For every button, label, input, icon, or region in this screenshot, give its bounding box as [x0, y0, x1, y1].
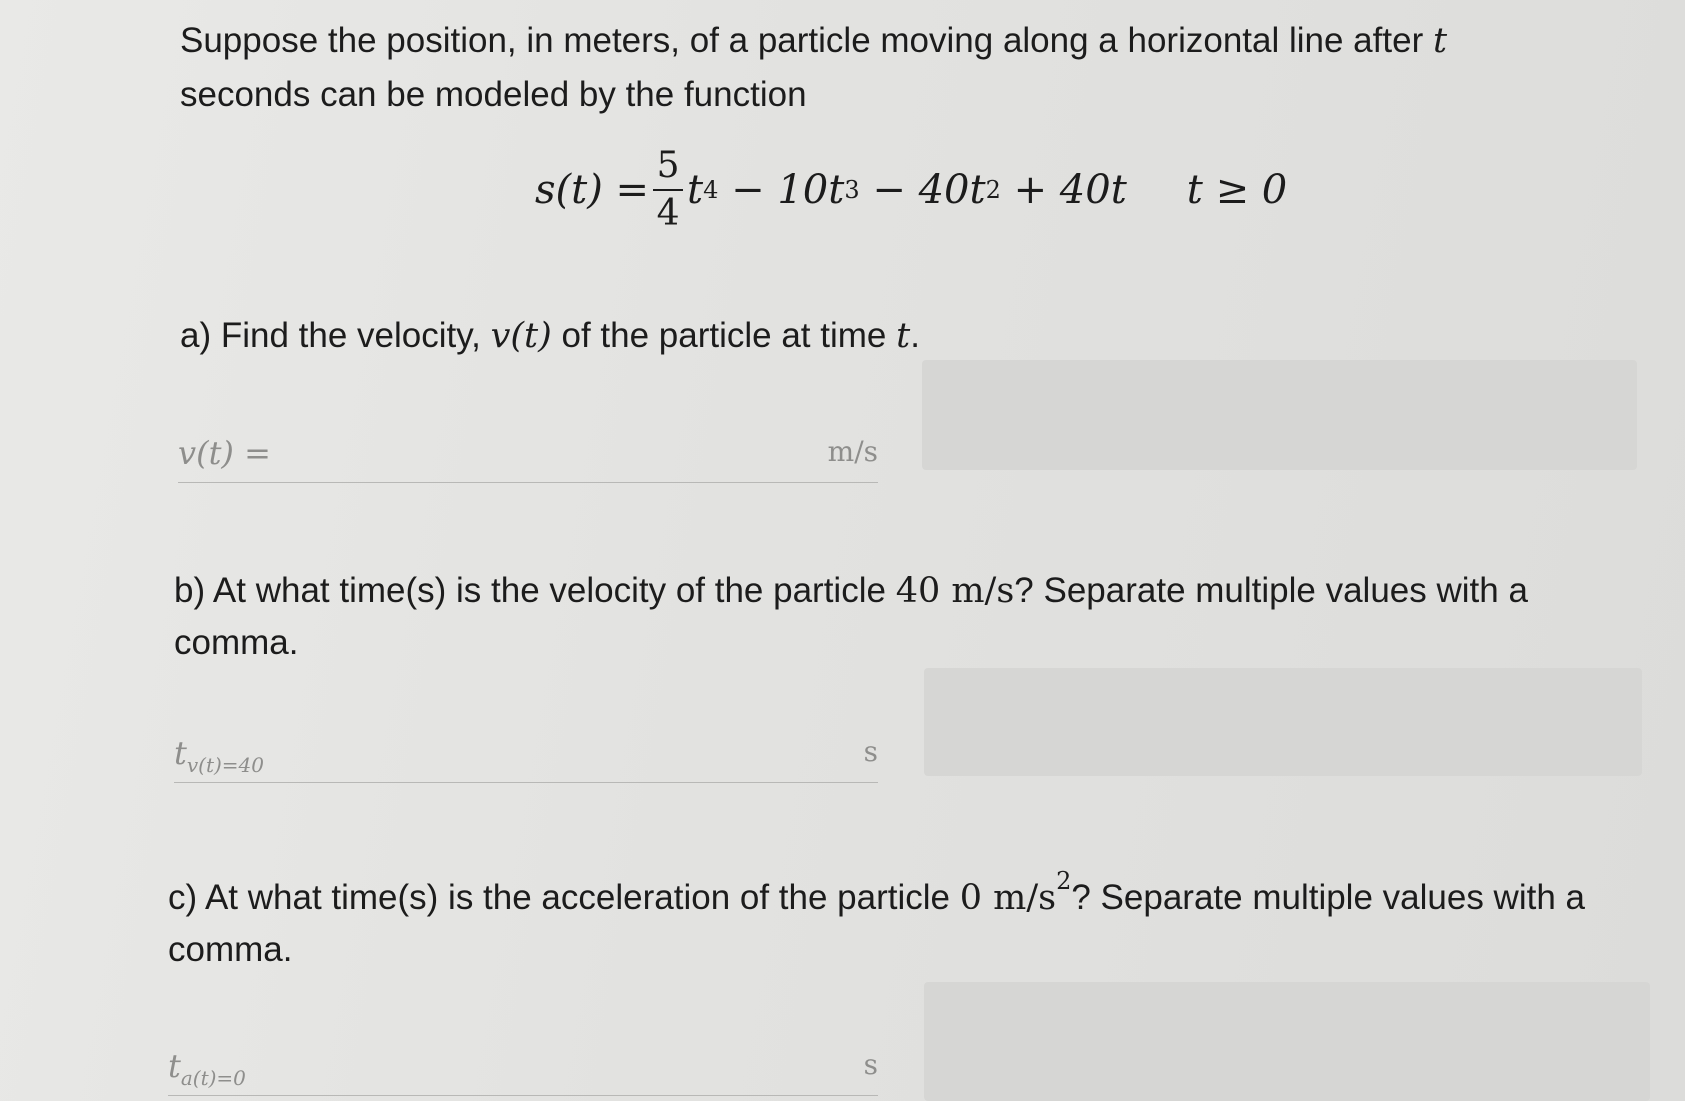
answer-b-label-subscript: v(t)=40: [186, 753, 265, 777]
term3-base: 40t: [918, 167, 986, 213]
equation-lhs: s(t) =: [535, 167, 650, 213]
velocity-answer-input[interactable]: [298, 428, 788, 478]
fraction-bar: [653, 189, 683, 191]
term2-base: 10t: [777, 167, 845, 213]
intro-line1: Suppose the position, in meters, of a particle moving along a horizontal line after: [180, 21, 1424, 60]
operator-1: −: [731, 167, 765, 213]
question-c-acceleration-exponent: 2: [1056, 867, 1072, 895]
fraction-numerator: 5: [656, 145, 680, 186]
intro-line2: seconds can be modeled by the function: [180, 75, 807, 114]
question-a-velocity-symbol: v(t): [490, 316, 552, 356]
question-c-acceleration-value: [959, 867, 1072, 918]
question-a-middle: of the particle at time: [561, 316, 887, 355]
feedback-box-c: [924, 982, 1650, 1101]
operator-3: +: [1013, 167, 1048, 213]
question-c-prefix: c) At what time(s) is the acceleration of the particle: [168, 878, 950, 917]
question-a-suffix: .: [910, 316, 920, 355]
question-b: [174, 565, 1634, 669]
equation-fraction: [653, 144, 683, 236]
answer-a-unit: m/s: [827, 435, 878, 468]
fraction-denominator: 4: [656, 193, 680, 234]
feedback-box-b: [924, 668, 1642, 776]
answer-row-c: [168, 1025, 878, 1096]
intro-variable-t: t: [1432, 21, 1448, 61]
question-a-time-symbol: t: [896, 316, 911, 356]
question-b-velocity-value: 40 m/s: [895, 571, 1015, 611]
position-function: s(t) = $\frac{5}{4}$ t 4 − 10t 3 − 40t 2 + 40t t ≥ 0: [535, 145, 1288, 234]
answer-row-b: [174, 712, 878, 783]
answer-row-a: [178, 412, 878, 483]
term1-base: t: [687, 167, 704, 213]
problem-statement: [180, 14, 1580, 122]
time-acceleration-0-input[interactable]: [288, 1041, 788, 1091]
answer-c-label-subscript: a(t)=0: [180, 1066, 246, 1090]
question-c-suffix: ? Separate multiple values with a comma.: [168, 878, 1585, 969]
time-velocity-40-input[interactable]: [294, 728, 788, 778]
question-b-suffix: ? Separate multiple values with a comma.: [174, 571, 1528, 662]
answer-b-label-base: t: [174, 734, 187, 772]
question-a-prefix: a) Find the velocity,: [180, 316, 481, 355]
operator-2: −: [872, 167, 906, 213]
question-b-prefix: b) At what time(s) is the velocity of the particle: [174, 571, 886, 610]
answer-c-label: [168, 1047, 246, 1090]
answer-c-unit: s: [863, 1048, 878, 1081]
question-c-acceleration-base: 0 m/s: [959, 878, 1057, 918]
question-c: [168, 867, 1628, 976]
feedback-box-a: [922, 360, 1637, 470]
answer-b-label: [174, 734, 265, 777]
question-a: [180, 310, 1640, 362]
answer-a-label: v(t) =: [178, 434, 271, 472]
answer-c-label-base: t: [168, 1047, 181, 1085]
term4: 40t: [1059, 167, 1127, 213]
equation-domain: t ≥ 0: [1186, 167, 1288, 213]
answer-b-unit: s: [863, 735, 878, 768]
